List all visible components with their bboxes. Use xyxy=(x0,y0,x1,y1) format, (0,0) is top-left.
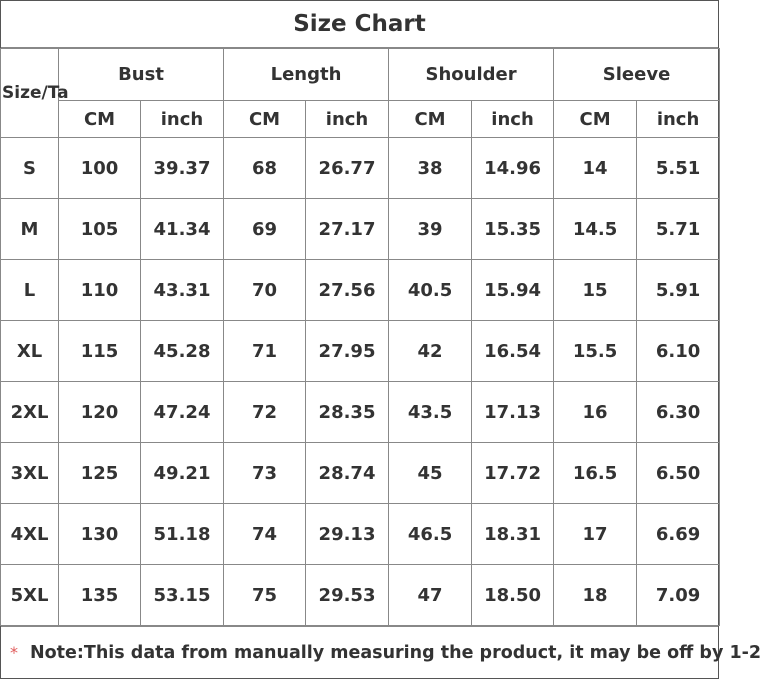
unit-header: inch xyxy=(306,101,389,138)
size-label: M xyxy=(1,199,59,260)
table-cell: 51.18 xyxy=(141,504,224,565)
table-cell: 16 xyxy=(554,382,637,443)
table-cell: 18 xyxy=(554,565,637,626)
table-cell: 5.51 xyxy=(637,138,720,199)
table-cell: 18.31 xyxy=(472,504,554,565)
table-cell: 6.50 xyxy=(637,443,720,504)
table-row xyxy=(1,138,720,199)
table-cell: 15.35 xyxy=(472,199,554,260)
size-label: 3XL xyxy=(1,443,59,504)
table-cell: 15 xyxy=(554,260,637,321)
table-row xyxy=(1,260,720,321)
table-cell: 42 xyxy=(389,321,472,382)
table-cell: 18.50 xyxy=(472,565,554,626)
table-row xyxy=(1,565,720,626)
note-text: Note:This data from manually measuring the product, it may be off by 1-2 xyxy=(30,643,761,663)
table-cell: 7.09 xyxy=(637,565,720,626)
table-cell: 100 xyxy=(59,138,141,199)
table-cell: 49.21 xyxy=(141,443,224,504)
table-cell: 16.5 xyxy=(554,443,637,504)
unit-header-row xyxy=(1,101,720,138)
table-cell: 28.74 xyxy=(306,443,389,504)
table-cell: 135 xyxy=(59,565,141,626)
size-label: XL xyxy=(1,321,59,382)
table-cell: 14 xyxy=(554,138,637,199)
table-cell: 6.69 xyxy=(637,504,720,565)
length-header: Length xyxy=(224,49,389,101)
table-cell: 39 xyxy=(389,199,472,260)
unit-header: CM xyxy=(554,101,637,138)
table-cell: 17.13 xyxy=(472,382,554,443)
table-cell: 14.5 xyxy=(554,199,637,260)
table-cell: 73 xyxy=(224,443,306,504)
table-cell: 110 xyxy=(59,260,141,321)
table-cell: 6.30 xyxy=(637,382,720,443)
table-cell: 41.34 xyxy=(141,199,224,260)
table-cell: 71 xyxy=(224,321,306,382)
table-cell: 6.10 xyxy=(637,321,720,382)
size-label: L xyxy=(1,260,59,321)
size-label: 4XL xyxy=(1,504,59,565)
table-cell: 16.54 xyxy=(472,321,554,382)
table-cell: 74 xyxy=(224,504,306,565)
table-cell: 46.5 xyxy=(389,504,472,565)
table-cell: 5.91 xyxy=(637,260,720,321)
table-cell: 43.5 xyxy=(389,382,472,443)
table-cell: 27.56 xyxy=(306,260,389,321)
table-cell: 53.15 xyxy=(141,565,224,626)
table-cell: 27.17 xyxy=(306,199,389,260)
table-cell: 125 xyxy=(59,443,141,504)
size-column-header: Size/Ta xyxy=(1,49,59,138)
table-cell: 29.13 xyxy=(306,504,389,565)
table-cell: 38 xyxy=(389,138,472,199)
table-cell: 70 xyxy=(224,260,306,321)
table-cell: 27.95 xyxy=(306,321,389,382)
size-label: 2XL xyxy=(1,382,59,443)
chart-title: Size Chart xyxy=(1,1,718,48)
table-cell: 28.35 xyxy=(306,382,389,443)
unit-header: CM xyxy=(59,101,141,138)
sleeve-header: Sleeve xyxy=(554,49,720,101)
table-cell: 17 xyxy=(554,504,637,565)
table-cell: 43.31 xyxy=(141,260,224,321)
table-cell: 75 xyxy=(224,565,306,626)
unit-header: CM xyxy=(389,101,472,138)
table-row xyxy=(1,382,720,443)
table-cell: 105 xyxy=(59,199,141,260)
table-row xyxy=(1,321,720,382)
table-cell: 45 xyxy=(389,443,472,504)
table-cell: 68 xyxy=(224,138,306,199)
table-cell: 40.5 xyxy=(389,260,472,321)
shoulder-header: Shoulder xyxy=(389,49,554,101)
size-label: S xyxy=(1,138,59,199)
measurement-note xyxy=(1,626,761,679)
table-row xyxy=(1,199,720,260)
unit-header: inch xyxy=(472,101,554,138)
table-row xyxy=(1,443,720,504)
table-row xyxy=(1,504,720,565)
table-cell: 47.24 xyxy=(141,382,224,443)
table-cell: 69 xyxy=(224,199,306,260)
unit-header: inch xyxy=(141,101,224,138)
size-table-body xyxy=(1,49,720,626)
table-cell: 15.5 xyxy=(554,321,637,382)
table-cell: 115 xyxy=(59,321,141,382)
table-cell: 5.71 xyxy=(637,199,720,260)
unit-header: inch xyxy=(637,101,720,138)
size-table xyxy=(0,48,720,626)
group-header-row xyxy=(1,49,720,101)
table-cell: 14.96 xyxy=(472,138,554,199)
table-cell: 39.37 xyxy=(141,138,224,199)
note-marker: * xyxy=(10,643,18,662)
table-cell: 29.53 xyxy=(306,565,389,626)
table-cell: 120 xyxy=(59,382,141,443)
size-label: 5XL xyxy=(1,565,59,626)
unit-header: CM xyxy=(224,101,306,138)
table-cell: 17.72 xyxy=(472,443,554,504)
table-cell: 45.28 xyxy=(141,321,224,382)
table-cell: 26.77 xyxy=(306,138,389,199)
table-cell: 47 xyxy=(389,565,472,626)
table-cell: 15.94 xyxy=(472,260,554,321)
table-cell: 72 xyxy=(224,382,306,443)
bust-header: Bust xyxy=(59,49,224,101)
table-cell: 130 xyxy=(59,504,141,565)
